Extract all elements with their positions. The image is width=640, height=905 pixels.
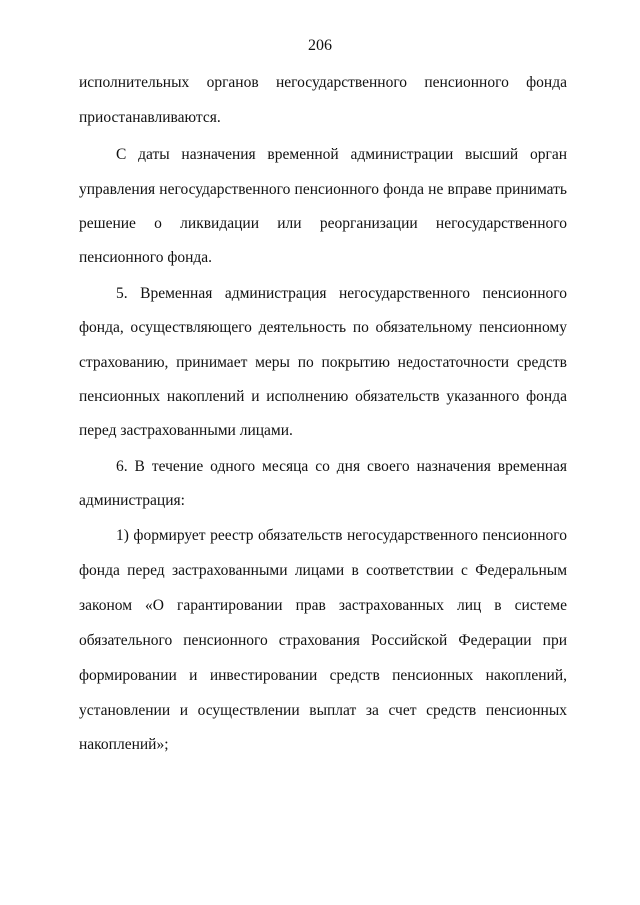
- text-line: решение о ликвидации или реорганизации негосударственного: [79, 215, 567, 232]
- text-line: приостанавливаются.: [79, 109, 221, 126]
- text-line: 6. В течение одного месяца со дня своего назначения временная: [116, 458, 567, 475]
- text-line: фонда, осуществляющего деятельность по обязательному пенсионному: [79, 319, 567, 336]
- page-number: 206: [308, 37, 332, 54]
- text-line: исполнительных органов негосударственного пенсионного фонда: [79, 74, 567, 91]
- text-line: установлении и осуществлении выплат за счет средств пенсионных: [79, 702, 567, 719]
- text-line: управления негосударственного пенсионного фонда не вправе принимать: [79, 181, 567, 198]
- text-line: 5. Временная администрация негосударственного пенсионного: [116, 285, 567, 302]
- text-line: перед застрахованными лицами.: [79, 422, 293, 439]
- text-line: обязательного пенсионного страхования Российской Федерации при: [79, 632, 567, 649]
- text-line: фонда перед застрахованными лицами в соответствии с Федеральным: [79, 562, 567, 579]
- text-line: пенсионных накоплений и исполнению обязательств указанного фонда: [79, 388, 567, 405]
- text-line: формировании и инвестировании средств пенсионных накоплений,: [79, 667, 567, 684]
- text-line: администрация:: [79, 492, 185, 509]
- text-line: страхованию, принимает меры по покрытию недостаточности средств: [79, 354, 567, 371]
- text-line: накоплений»;: [79, 736, 169, 753]
- text-line: С даты назначения временной администрации высший орган: [116, 146, 567, 163]
- text-line: 1) формирует реестр обязательств негосударственного пенсионного: [116, 527, 567, 544]
- text-line: пенсионного фонда.: [79, 249, 213, 266]
- text-line: законом «О гарантировании прав застрахованных лиц в системе: [79, 597, 567, 614]
